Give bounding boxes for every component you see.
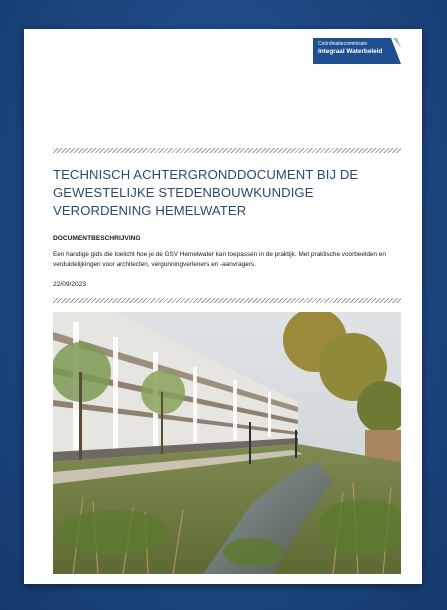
ciw-logo [313,38,401,64]
cover-photo [53,312,401,574]
logo-line-1: Coördinatiecommissie [318,41,368,47]
bottom-divider [53,298,401,303]
section-label: DOCUMENTBESCHRIJVING [53,235,141,242]
document-date: 22/09/2023 [53,281,87,288]
document-page [24,29,422,584]
cover-photo-illustration [53,312,401,574]
title-line-2: GEWESTELIJKE STEDENBOUWKUNDIGE [53,185,314,200]
logo-text [318,42,382,55]
title-line-1: TECHNISCH ACHTERGRONDDOCUMENT BIJ DE [53,167,359,182]
logo-line-2: Integraal Waterbeleid [318,48,383,55]
title-line-3: VERORDENING HEMELWATER [53,203,247,218]
document-title [53,166,403,220]
document-description: Een handige gids die toelicht hoe je de GSV Hemelwater kan toepassen in de praktijk. Met praktische voorbeelden en verduidelijkingen voor architecten, vergunningverleners en -aanvragers. [53,251,386,268]
top-divider [53,148,401,153]
